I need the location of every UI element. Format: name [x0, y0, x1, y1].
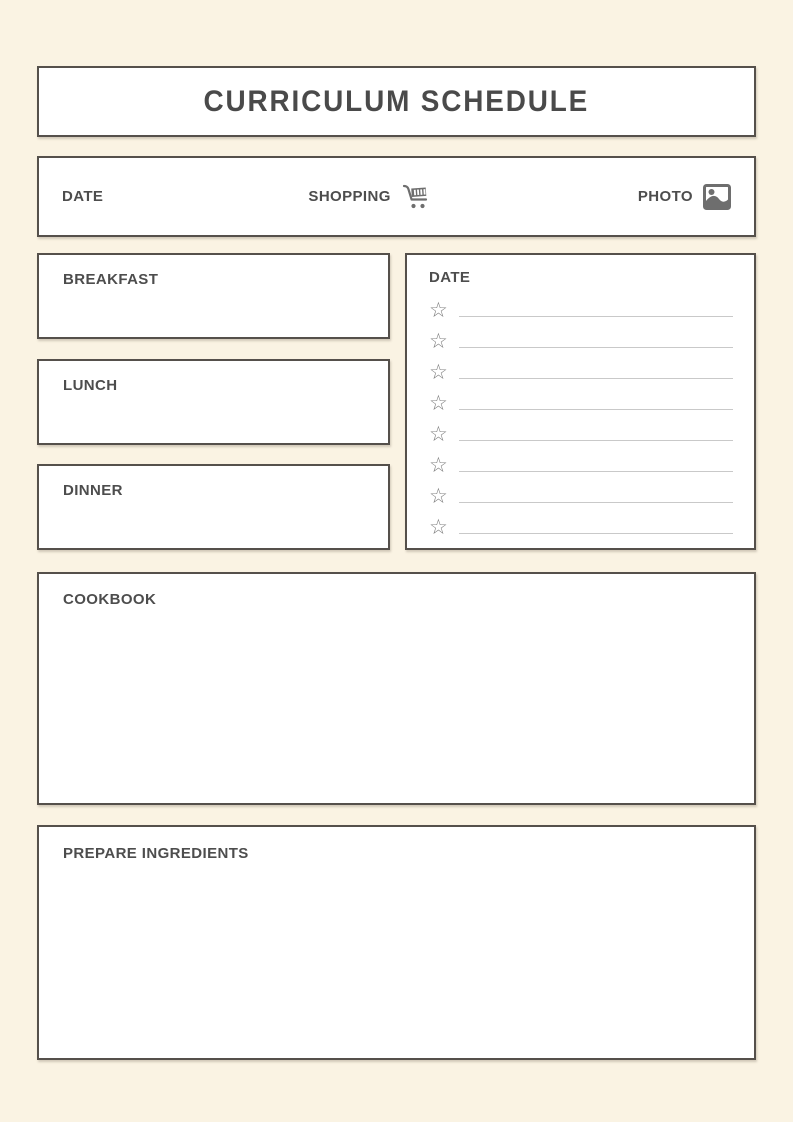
- dinner-label: DINNER: [63, 482, 123, 499]
- checklist-row: [429, 384, 733, 414]
- star-icon: ☆: [429, 359, 448, 384]
- shopping-field-group: [308, 182, 432, 212]
- info-panel: [37, 156, 756, 237]
- checklist-row: [429, 322, 733, 352]
- date-label: DATE: [62, 188, 104, 205]
- date-checklist-label: DATE: [429, 269, 471, 286]
- lunch-label: LUNCH: [63, 376, 118, 394]
- checklist-row: [429, 477, 733, 507]
- planner-page: [37, 0, 756, 1060]
- shopping-label: SHOPPING: [308, 188, 391, 205]
- write-in-line: [459, 440, 733, 441]
- prepare-ingredients-label: PREPARE INGREDIENTS: [63, 845, 249, 862]
- star-icon: ☆: [429, 421, 448, 446]
- meals-column: [37, 253, 390, 550]
- cookbook-label: COOKBOOK: [63, 591, 157, 608]
- write-in-line: [459, 533, 733, 534]
- star-icon: ☆: [429, 328, 448, 353]
- write-in-line: [459, 471, 733, 472]
- star-icon: ☆: [429, 514, 448, 539]
- page-title: CURRICULUM SCHEDULE: [203, 84, 590, 118]
- write-in-line: [459, 378, 733, 379]
- checklist-row: [429, 446, 733, 476]
- photo-label: PHOTO: [637, 188, 693, 205]
- checklist-row: [429, 353, 733, 383]
- write-in-line: [459, 502, 733, 503]
- photo-icon: [703, 184, 731, 210]
- breakfast-label: BREAKFAST: [63, 271, 159, 288]
- cookbook-panel: [37, 572, 756, 805]
- dinner-panel: [37, 464, 390, 550]
- checklist-row: [429, 508, 733, 538]
- write-in-line: [459, 347, 733, 348]
- date-checklist-panel: [405, 253, 756, 550]
- date-field-group: [62, 188, 103, 205]
- title-panel: [37, 66, 756, 137]
- middle-section: [37, 253, 756, 550]
- lunch-panel: [37, 359, 390, 445]
- checklist-row: [429, 291, 733, 321]
- shopping-cart-icon: [401, 182, 433, 212]
- prepare-ingredients-panel: [37, 825, 756, 1060]
- write-in-line: [459, 316, 733, 317]
- breakfast-panel: [37, 253, 390, 339]
- date-checklist-rows: [429, 290, 733, 538]
- write-in-line: [459, 409, 733, 410]
- star-icon: ☆: [429, 297, 448, 322]
- checklist-row: [429, 415, 733, 445]
- star-icon: ☆: [429, 483, 448, 508]
- photo-field-group: [638, 184, 731, 210]
- star-icon: ☆: [429, 390, 448, 415]
- star-icon: ☆: [429, 452, 448, 477]
